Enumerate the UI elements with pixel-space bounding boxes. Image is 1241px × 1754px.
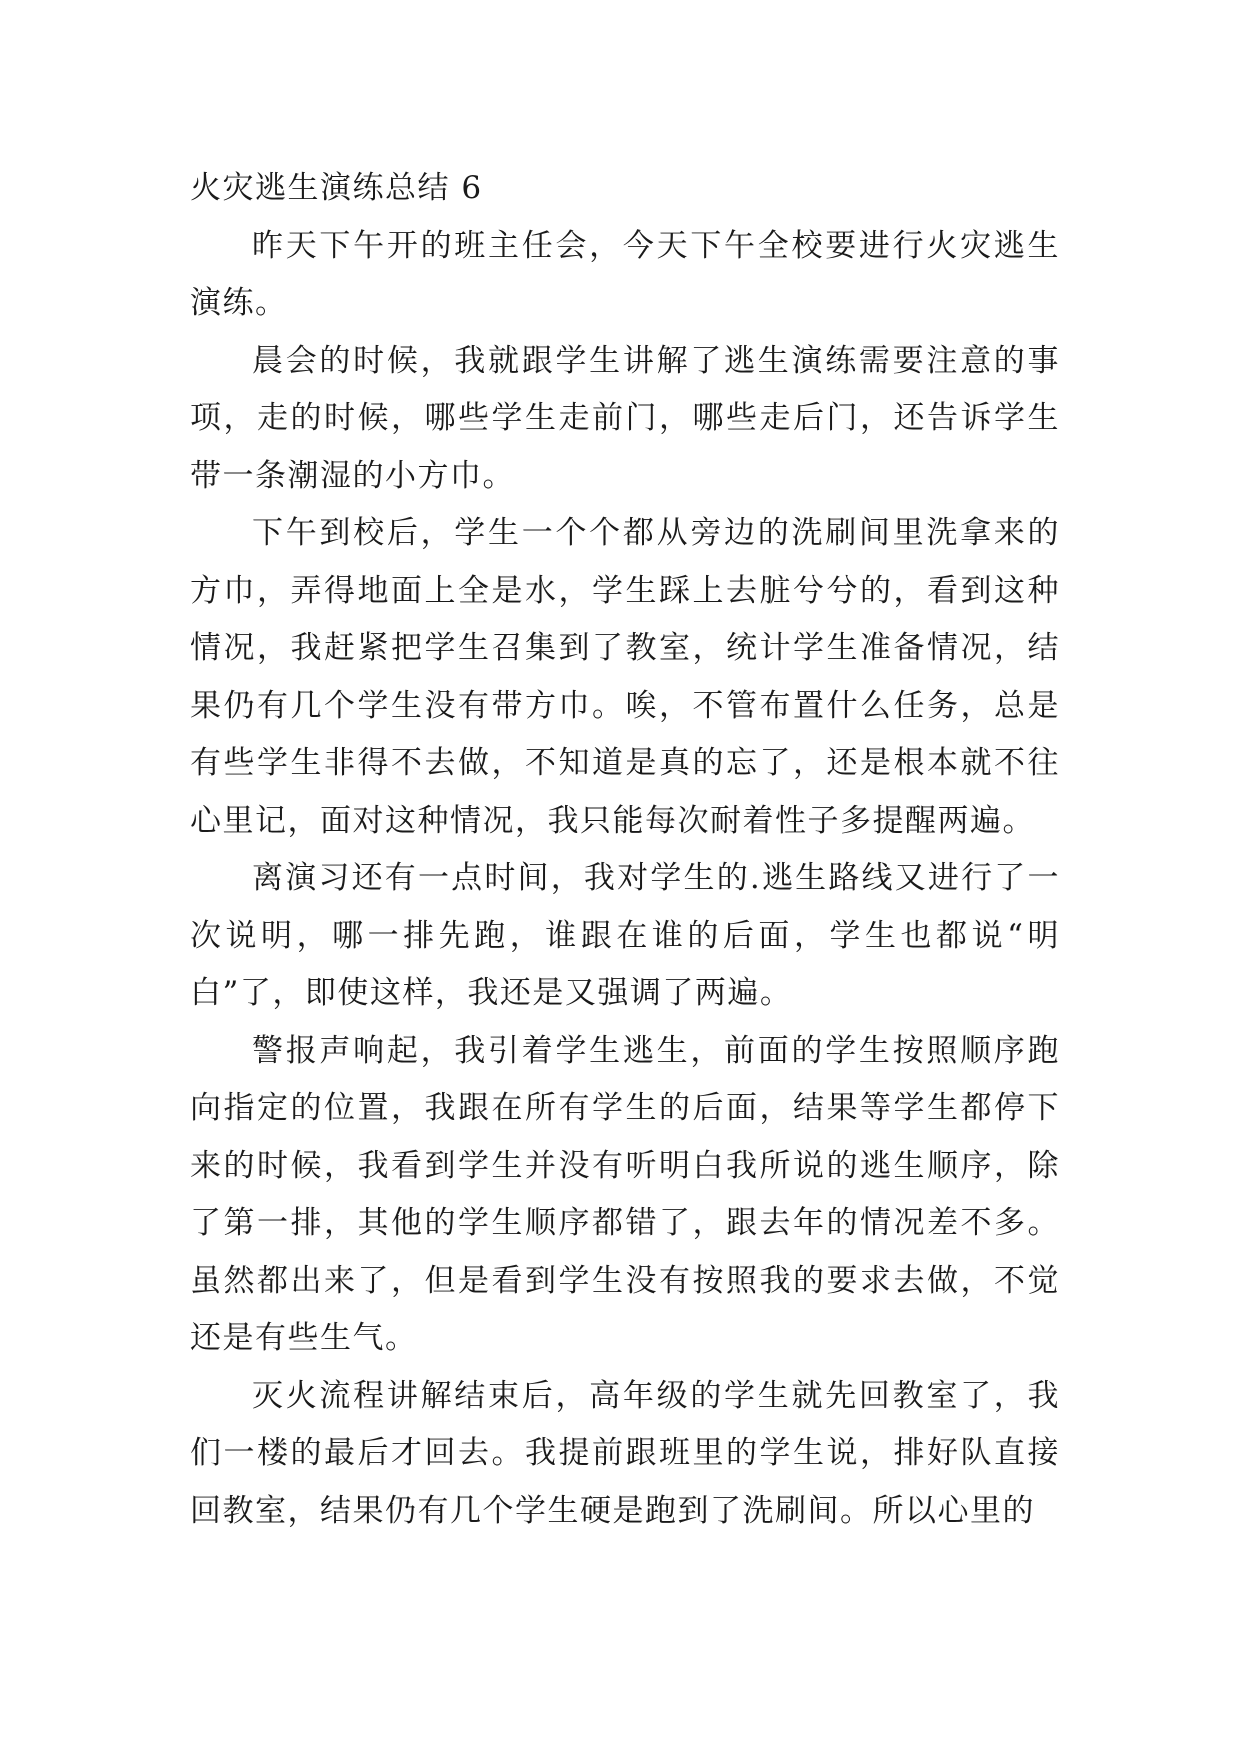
- paragraph-4: 离演习还有一点时间，我对学生的.逃生路线又进行了一次说明，哪一排先跑，谁跟在谁的后面，学生也都说“明白”了，即使这样，我还是又强调了两遍。: [190, 860, 1060, 1011]
- paragraph-6: 灭火流程讲解结束后，高年级的学生就先回教室了，我们一楼的最后才回去。我提前跟班里的学生说，排好队直接回教室，结果仍有几个学生硬是跑到了洗刷间。所以心里的: [190, 1377, 1060, 1529]
- paragraph-3: 下午到校后，学生一个个都从旁边的洗刷间里洗拿来的方巾，弄得地面上全是水，学生踩上去脏兮兮的，看到这种情况，我赶紧把学生召集到了教室，统计学生准备情况，结果仍有几个学生没有带方巾。唉，不管布置什么任务，总是有些学生非得不去做，不知道是真的忘了，还是根本就不往心里记，面对这种情况，我只能每次耐着性子多提醒两遍。: [190, 515, 1060, 839]
- paragraph-5: 警报声响起，我引着学生逃生，前面的学生按照顺序跑向指定的位置，我跟在所有学生的后面，结果等学生都停下来的时候，我看到学生并没有听明白我所说的逃生顺序，除了第一排，其他的学生顺序都错了，跟去年的情况差不多。虽然都出来了，但是看到学生没有按照我的要求去做，不觉还是有些生气。: [190, 1032, 1060, 1356]
- document-title: 火灾逃生演练总结 6: [190, 170, 483, 206]
- paragraph-2: 晨会的时候，我就跟学生讲解了逃生演练需要注意的事项，走的时候，哪些学生走前门，哪些走后门，还告诉学生带一条潮湿的小方巾。: [190, 342, 1060, 494]
- document-body: [190, 160, 1060, 1540]
- paragraph-1: 昨天下午开的班主任会，今天下午全校要进行火灾逃生演练。: [190, 227, 1060, 321]
